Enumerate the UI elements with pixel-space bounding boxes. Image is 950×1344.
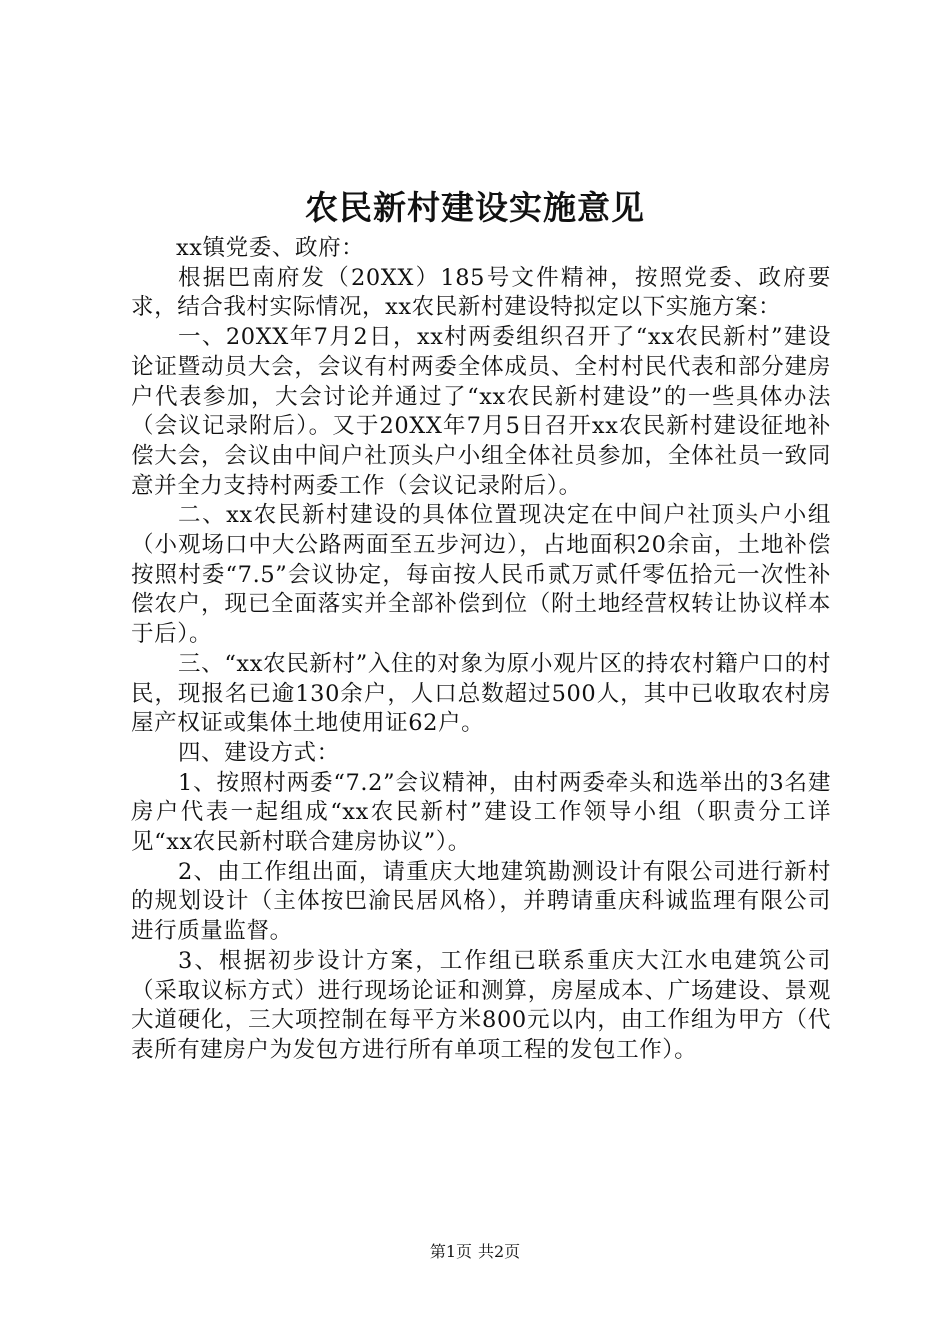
paragraph-section-2: 二、xx农民新村建设的具体位置现决定在中间户社顶头户小组（小观场口中大公路两面至五步河边），占地面积20余亩，土地补偿按照村委“7.5”会议协定，每亩按人民币贰万贰仟零伍拾元一次性补偿农户，现已全面落实并全部补偿到位（附土地经营权转让协议样本于后）。 <box>131 502 831 648</box>
paragraph-section-4-heading: 四、建设方式： <box>178 739 340 766</box>
paragraph-intro: 根据巴南府发（20XX）185号文件精神，按照党委、政府要求，结合我村实际情况，xx农民新村建设特拟定以下实施方案： <box>131 264 831 321</box>
page-number: 第1页 <box>429 1242 472 1261</box>
paragraph-section-3: 三、“xx农民新村”入住的对象为原小观片区的持农村籍户口的村民，现报名已逾130余户，人口总数超过500人，其中已收取农村房屋产权证或集体土地使用证62户。 <box>131 650 831 737</box>
page-footer <box>0 1241 950 1263</box>
paragraph-section-1: 一、20XX年7月2日，xx村两委组织召开了“xx农民新村”建设论证暨动员大会，会议有村两委全体成员、全村村民代表和部分建房户代表参加，大会讨论并通过了“xx农民新村建设”的一些具体办法（会议记录附后）。又于20XX年7月5日召开xx农民新村建设征地补偿大会，会议由中间户社顶头户小组全体社员参加，全体社员一致同意并全力支持村两委工作（会议记录附后）。 <box>131 324 831 499</box>
paragraph-item-1: 1、按照村两委“7.2”会议精神，由村两委牵头和选举出的3名建房户代表一起组成“xx农民新村”建设工作领导小组（职责分工详见“xx农民新村联合建房协议”）。 <box>131 769 831 856</box>
salutation: xx镇党委、政府： <box>176 235 365 261</box>
page-total: 共2页 <box>478 1242 521 1261</box>
paragraph-item-2: 2、由工作组出面，请重庆大地建筑勘测设计有限公司进行新村的规划设计（主体按巴渝民居风格），并聘请重庆科诚监理有限公司进行质量监督。 <box>131 858 831 945</box>
paragraph-item-3: 3、根据初步设计方案，工作组已联系重庆大江水电建筑公司（采取议标方式）进行现场论证和测算，房屋成本、广场建设、景观大道硬化，三大项控制在每平方米800元以内，由工作组为甲方（代表所有建房户为发包方进行所有单项工程的发包工作）。 <box>131 947 831 1063</box>
document-body <box>131 234 831 1066</box>
page-title: 农民新村建设实施意见 <box>305 188 645 227</box>
